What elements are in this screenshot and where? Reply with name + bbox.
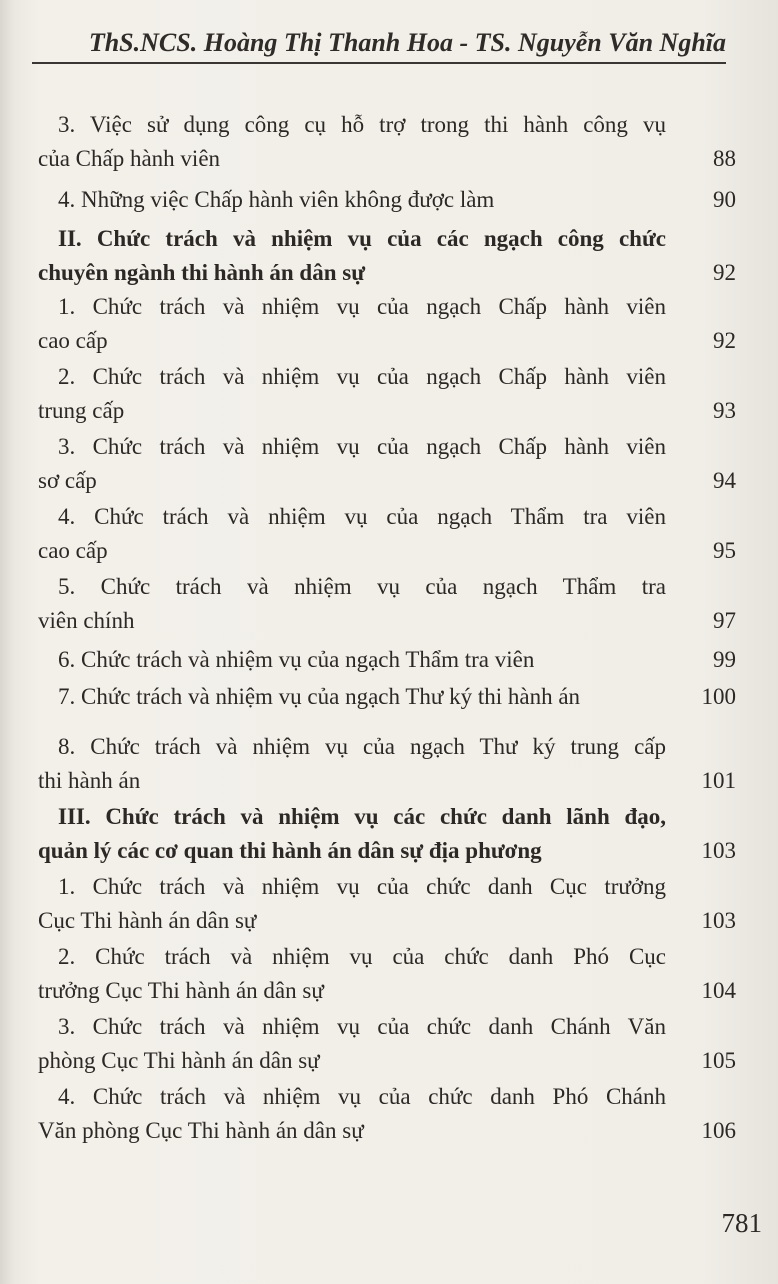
toc-entry-title-line1: 2. Chức trách và nhiệm vụ của ngạch Chấp hành viên	[58, 364, 666, 389]
toc-entry-title: 7. Chức trách và nhiệm vụ của ngạch Thư ký thi hành án	[58, 684, 581, 709]
toc-entry-page: 103	[701, 838, 736, 863]
toc-entry	[38, 290, 748, 358]
toc-entry-title-line2: cao cấp	[38, 538, 108, 563]
toc-entry	[38, 500, 748, 568]
toc-entry-page: 88	[713, 146, 736, 171]
toc-entry	[38, 940, 748, 1008]
toc-entry-title-line1: II. Chức trách và nhiệm vụ của các ngạch công chức	[58, 226, 666, 251]
toc-entry-title-line2: viên chính	[38, 608, 135, 633]
toc-entry-page: 104	[701, 978, 736, 1003]
toc-entry-title-line1: 3. Chức trách và nhiệm vụ của chức danh Chánh Văn	[58, 1014, 666, 1039]
toc-entry-title-line2: quản lý các cơ quan thi hành án dân sự địa phương	[38, 838, 542, 863]
toc-entry-title: 6. Chức trách và nhiệm vụ của ngạch Thẩm tra viên	[58, 647, 535, 672]
toc-entry-page: 101	[701, 768, 736, 793]
toc-entry-title-line2: thi hành án	[38, 768, 141, 793]
page-number: 781	[721, 1208, 762, 1238]
toc-entry-title-line2: của Chấp hành viên	[38, 146, 221, 171]
toc-entry	[38, 730, 748, 798]
toc-entry	[38, 870, 748, 938]
toc-entry-title-line1: 4. Chức trách và nhiệm vụ của ngạch Thẩm tra viên	[58, 504, 666, 529]
toc-entry-title-line1: 1. Chức trách và nhiệm vụ của chức danh Cục trưởng	[58, 874, 666, 899]
toc-entry-page: 93	[713, 398, 736, 423]
toc-entry-title-line1: 8. Chức trách và nhiệm vụ của ngạch Thư ký trung cấp	[58, 734, 666, 759]
toc-entry-title-line1: 2. Chức trách và nhiệm vụ của chức danh Phó Cục	[58, 944, 666, 969]
toc-entry-title-line1: 3. Việc sử dụng công cụ hỗ trợ trong thi hành công vụ	[58, 112, 666, 137]
toc-entry	[38, 570, 748, 638]
toc-entry	[38, 108, 748, 176]
toc-entry-title-line2: Cục Thi hành án dân sự	[38, 908, 257, 933]
running-header: ThS.NCS. Hoàng Thị Thanh Hoa - TS. Nguyễn Văn Nghĩa	[88, 28, 726, 57]
toc-entry-page: 94	[713, 468, 736, 493]
toc-entry	[38, 800, 748, 868]
toc-entry	[38, 1080, 748, 1148]
toc-entry	[38, 183, 748, 217]
toc-entry-page: 97	[713, 608, 736, 633]
toc-entry-title-line2: cao cấp	[38, 328, 108, 353]
toc-entry-title: 4. Những việc Chấp hành viên không được làm	[58, 187, 495, 212]
toc-entry-page: 90	[713, 187, 736, 212]
toc-entry-title-line2: trưởng Cục Thi hành án dân sự	[38, 978, 324, 1003]
toc-entry-page: 95	[713, 538, 736, 563]
toc-entry-page: 99	[713, 647, 736, 672]
toc-entry-page: 105	[701, 1048, 736, 1073]
toc-entry-page: 103	[701, 908, 736, 933]
toc-entry-title-line1: 4. Chức trách và nhiệm vụ của chức danh Phó Chánh	[58, 1084, 666, 1109]
toc-entry-title-line2: phòng Cục Thi hành án dân sự	[38, 1048, 320, 1073]
toc-entry-title-line1: III. Chức trách và nhiệm vụ các chức danh lãnh đạo,	[58, 804, 666, 829]
toc-entry-title-line2: trung cấp	[38, 398, 125, 423]
toc-entry-title-line2: Văn phòng Cục Thi hành án dân sự	[38, 1118, 364, 1143]
toc-entry-title-line1: 3. Chức trách và nhiệm vụ của ngạch Chấp hành viên	[58, 434, 666, 459]
toc-entry-page: 100	[701, 684, 736, 709]
toc-entry	[38, 222, 748, 290]
toc-entry	[38, 680, 748, 714]
toc-entry	[38, 360, 748, 428]
toc-entry-page: 92	[713, 328, 736, 353]
toc-entry-title-line1: 1. Chức trách và nhiệm vụ của ngạch Chấp hành viên	[58, 294, 666, 319]
toc-entry-title-line2: chuyên ngành thi hành án dân sự	[38, 260, 366, 285]
toc-entry	[38, 643, 748, 677]
toc-entry	[38, 1010, 748, 1078]
toc-entry	[38, 430, 748, 498]
toc-entry-page: 92	[713, 260, 736, 285]
toc-entry-page: 106	[701, 1118, 736, 1143]
toc-entry-title-line1: 5. Chức trách và nhiệm vụ của ngạch Thẩm tra	[58, 574, 666, 599]
toc-entry-title-line2: sơ cấp	[38, 468, 97, 493]
